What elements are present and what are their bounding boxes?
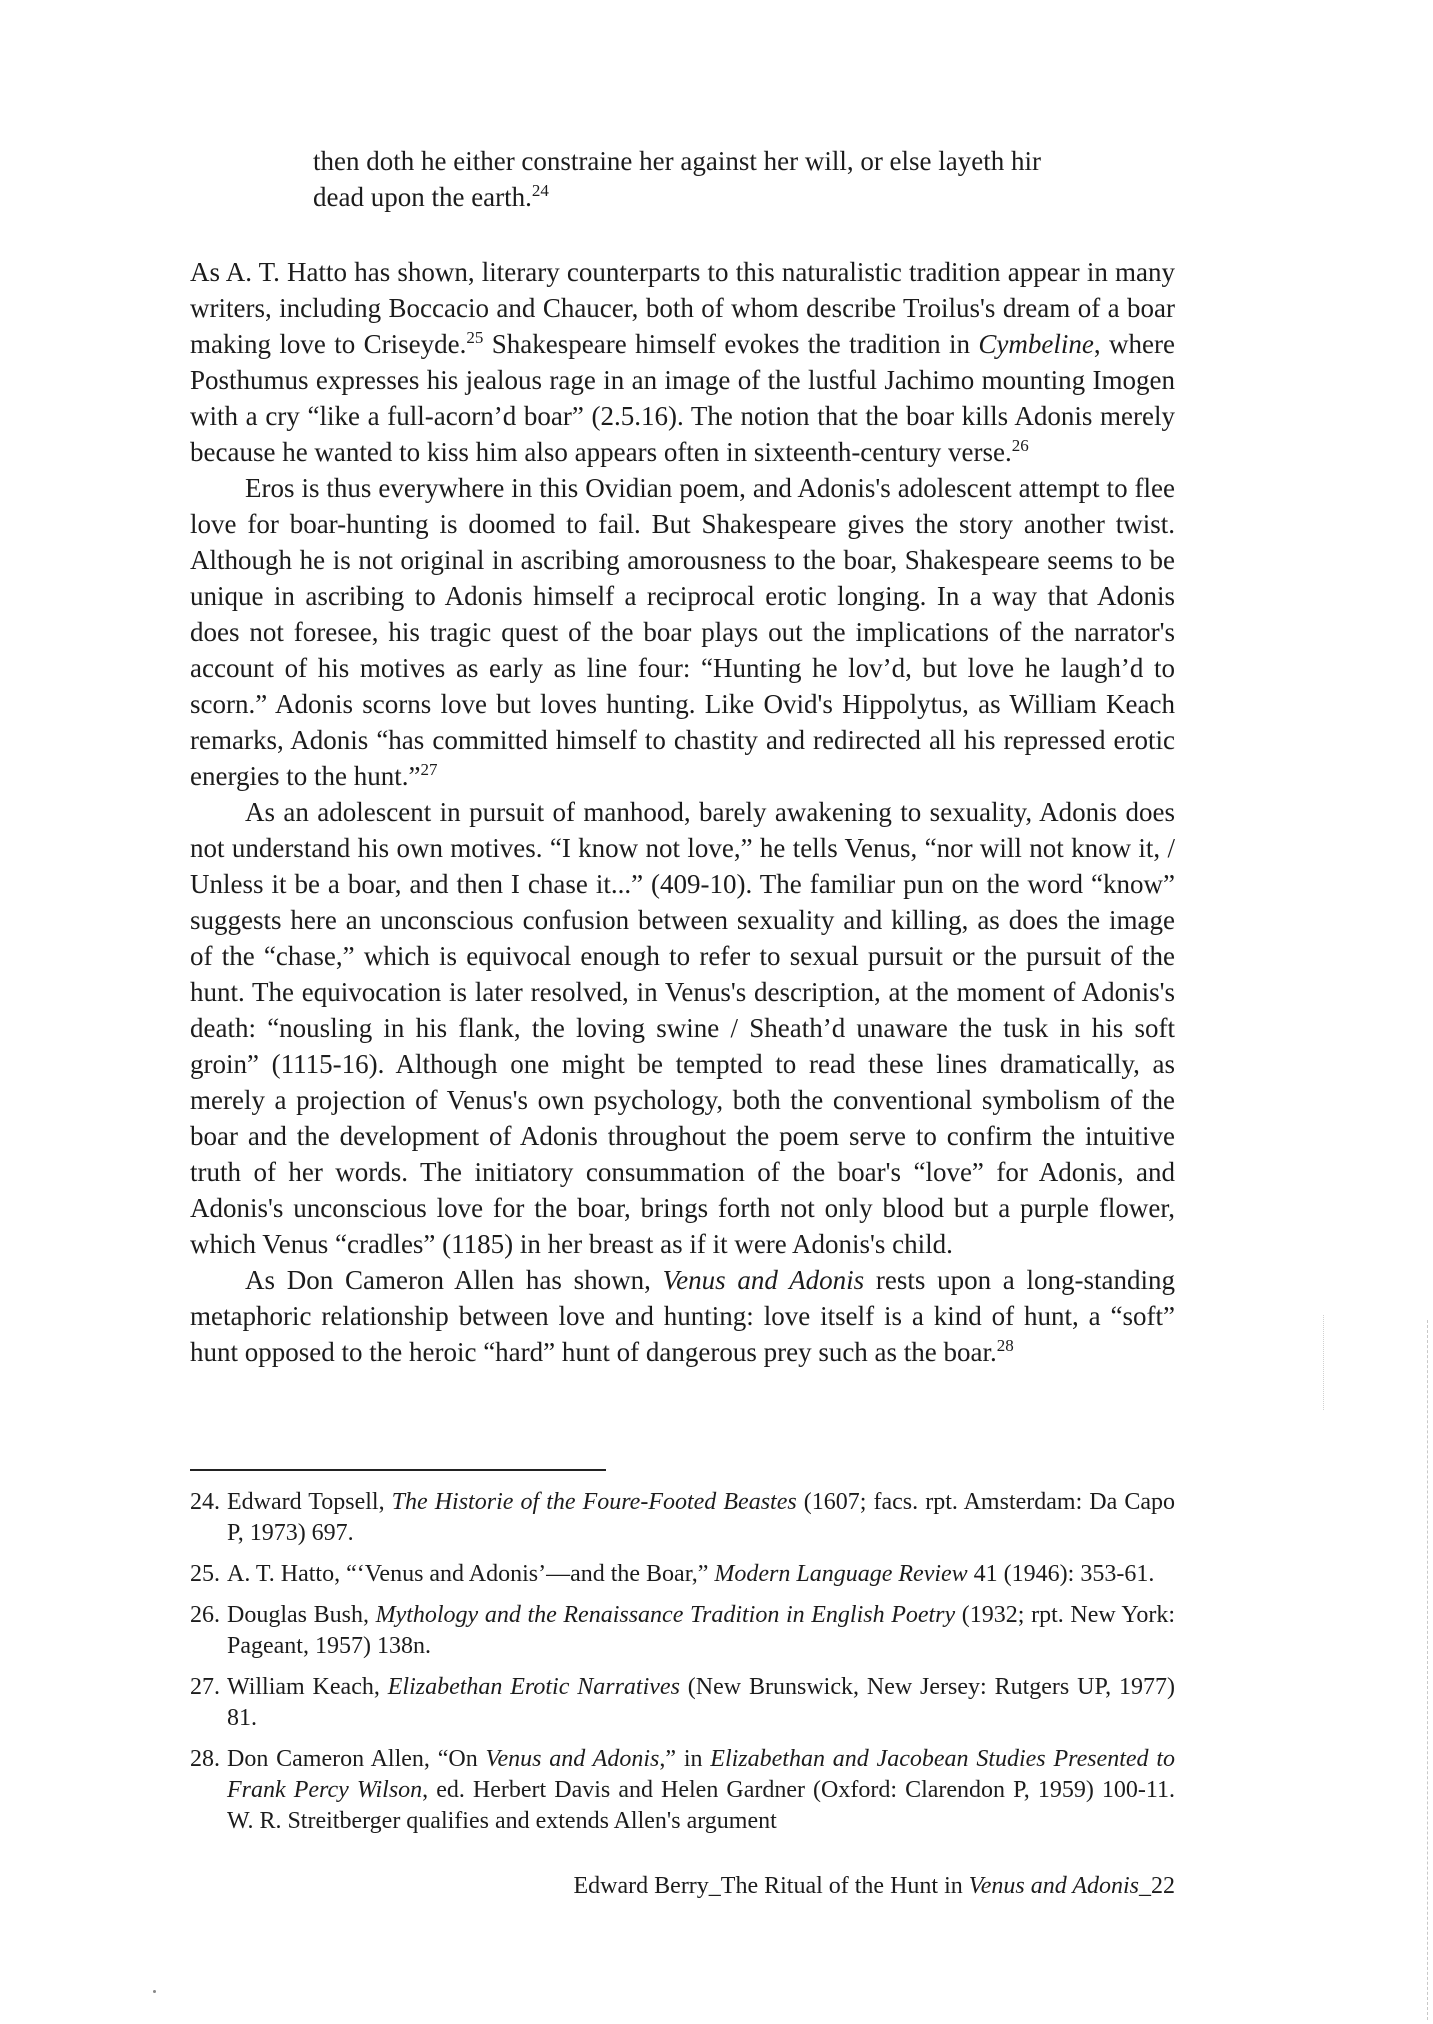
block-quote-line: then doth he either constraine her against her will, or else layeth hir [313,146,1041,176]
italic-title: The Historie of the Foure-Footed Beastes [391,1489,797,1515]
paragraph-text: , where Posthumus expresses his jealous rage in an image of the lustful Jachimo mounting Imogen with a cry “like a full-acorn’d boar” (2.5.16). The notion that the boar kills Adonis merely because he wanted to kiss him also appears often in sixteenth-century verse. [190,329,1175,467]
italic-title: Cymbeline [978,329,1094,359]
footnote-text: Edward Topsell, [227,1489,392,1515]
footnote-text: William Keach, [227,1674,388,1700]
italic-title: Elizabethan and Jacobean Studies Presented to Frank Percy Wilson [227,1746,1176,1803]
footnote [190,1672,1175,1734]
footnote-number: 27. [190,1674,220,1700]
italic-title: Modern Language Review [714,1561,968,1587]
italic-title: Elizabethan Erotic Narratives [387,1674,680,1700]
italic-title: Mythology and the Renaissance Tradition in English Poetry [375,1602,956,1628]
footnote-text: (New Brunswick, New Jersey: Rutgers UP, 1977) 81. [227,1674,1176,1731]
footer-text: Edward Berry_The Ritual of the Hunt in [573,1873,969,1899]
footnote [190,1559,1175,1590]
footnote-number: 25. [190,1561,220,1587]
paragraph [190,794,1175,1262]
running-footer [574,1871,1175,1901]
body-text [190,254,1175,1370]
italic-title: Venus and Adonis [662,1265,865,1295]
paragraph-text: As Don Cameron Allen has shown, [245,1265,663,1295]
footnote-text: , ed. Herbert Davis and Helen Gardner (Oxford: Clarendon P, 1959) 100-11. W. R. Streitberger qualifies and extends Allen's argument [227,1777,1175,1834]
footnote-text: (1607; facs. rpt. Amsterdam: Da Capo P, 1973) 697. [227,1489,1176,1546]
footnote-text: Douglas Bush, [227,1602,376,1628]
paragraph-text: Shakespeare himself evokes the tradition in [483,329,979,359]
footnote-reference[interactable]: 28 [996,1336,1014,1355]
footnote-number: 28. [190,1746,220,1772]
paragraph [190,1262,1175,1370]
footnote-text: ,” in [659,1746,711,1772]
footnote-text: (1932; rpt. New York: Pageant, 1957) 138n. [227,1602,1175,1659]
block-quote [313,143,1113,215]
scan-artifact [1427,1320,1429,2020]
footnote [190,1744,1175,1837]
italic-title: Venus and Adonis [485,1746,660,1772]
footnote-text: 41 (1946): 353-61. [967,1561,1155,1587]
footnote [190,1600,1175,1662]
paragraph [190,470,1175,794]
footnote-reference[interactable]: 27 [420,760,438,779]
footnote-reference[interactable]: 24 [531,181,549,200]
footer-italic-title: Venus and Adonis [968,1873,1139,1899]
footnote-reference[interactable]: 26 [1011,436,1029,455]
paragraph-text: As A. T. Hatto has shown, literary counterparts to this naturalistic tradition appear in many writers, including Boccacio and Chaucer, both of whom describe Troilus's dream of a boar making love to Criseyde. [190,257,1175,359]
scan-artifact [1323,1315,1325,1410]
footnotes [190,1487,1175,1847]
paragraph-text: rests upon a long-standing metaphoric relationship between love and hunting: love itself is a kind of hunt, a “soft” hunt opposed to the heroic “hard” hunt of dangerous prey such as the boar. [190,1265,1176,1367]
paragraph-text: As an adolescent in pursuit of manhood, barely awakening to sexuality, Adonis does not understand his own motives. “I know not love,” he tells Venus, “nor will not know it, / Unless it be a boar, and then I chase it...” (409-10). The familiar pun on the word “know” suggests here an unconscious confusion between sexuality and killing, as does the image of the “chase,” which is equivocal enough to refer to sexual pursuit or the pursuit of the hunt. The equivocation is later resolved, in Venus's description, at the moment of Adonis's death: “nousling in his flank, the loving swine / Sheath’d unaware the tusk in his soft groin” (1115-16). Although one might be tempted to read these lines dramatically, as merely a projection of Venus's own psychology, both the conventional symbolism of the boar and the development of Adonis throughout the poem serve to confirm the intuitive truth of her words. The initiatory consummation of the boar's “love” for Adonis, and Adonis's unconscious love for the boar, brings forth not only blood but a purple flower, which Venus “cradles” (1185) in her breast as if it were Adonis's child. [190,797,1175,1259]
page-number: _22 [1139,1873,1175,1899]
scan-artifact [153,1990,156,1993]
paragraph-text: Eros is thus everywhere in this Ovidian poem, and Adonis's adolescent attempt to flee love for boar-hunting is doomed to fail. But Shakespeare gives the story another twist. Although he is not original in ascribing amorousness to the boar, Shakespeare seems to be unique in ascribing to Adonis himself a reciprocal erotic longing. In a way that Adonis does not foresee, his tragic quest of the boar plays out the implications of the narrator's account of his motives as early as line four: “Hunting he lov’d, but love he laugh’d to scorn.” Adonis scorns love but loves hunting. Like Ovid's Hippolytus, as William Keach remarks, Adonis “has committed himself to chastity and redirected all his repressed erotic energies to the hunt.” [190,473,1175,791]
footnote-number: 26. [190,1602,220,1628]
footnote [190,1487,1175,1549]
footnote-divider [190,1469,606,1471]
footnote-text: A. T. Hatto, “‘Venus and Adonis’—and the Boar,” [227,1561,715,1587]
block-quote-line: dead upon the earth. [313,182,532,212]
footnote-text: Don Cameron Allen, “On [227,1746,486,1772]
footnote-number: 24. [190,1489,220,1515]
paragraph [190,254,1175,470]
footnote-reference[interactable]: 25 [466,328,484,347]
